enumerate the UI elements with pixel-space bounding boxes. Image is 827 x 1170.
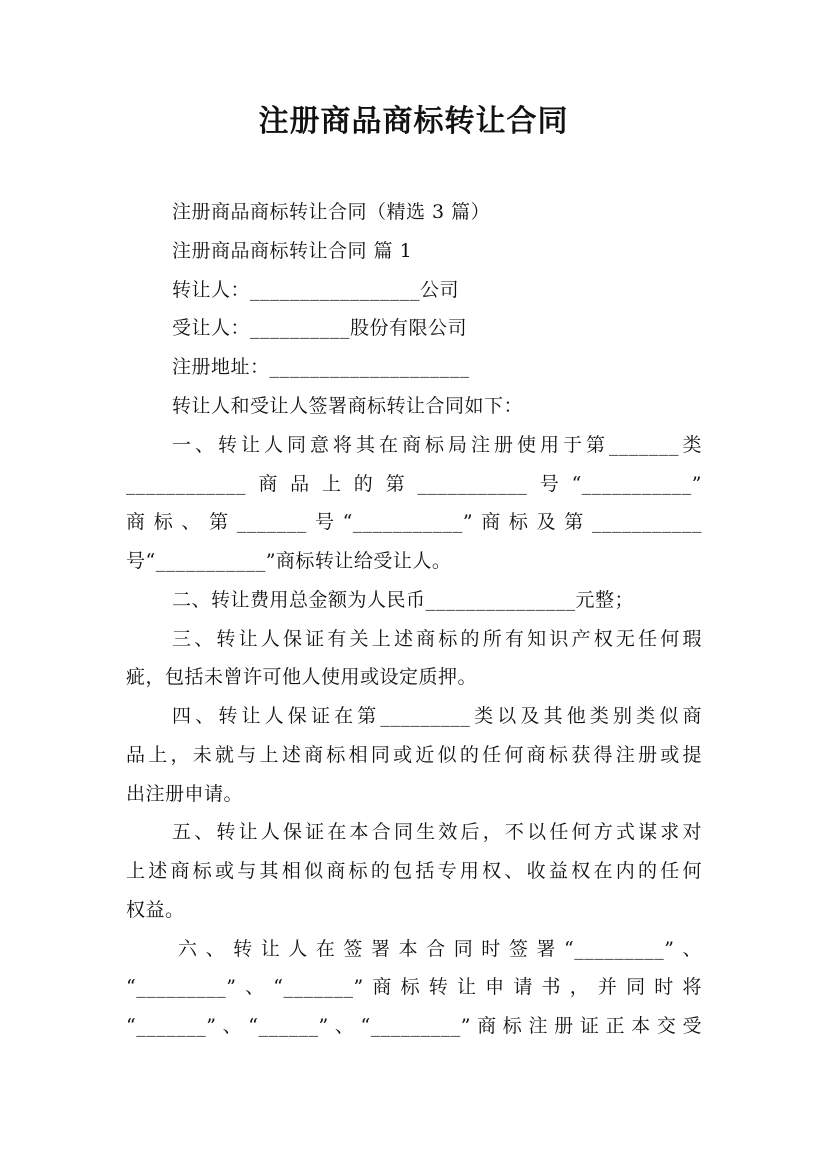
- document-title: 注册商品商标转让合同: [258, 104, 569, 139]
- clause-1-line-3: 商标、第_______号“___________”商标及第___________: [126, 511, 702, 533]
- registered-address-line: 注册地址：____________________: [172, 356, 470, 378]
- subtitle-line: 注册商品商标转让合同（精选 3 篇）: [172, 201, 491, 223]
- clause-5-line-1: 五、转让人保证在本合同生效后，不以任何方式谋求对: [172, 821, 702, 843]
- clause-2-line: 二、转让费用总金额为人民币_______________元整；: [172, 589, 635, 611]
- clause-4-line-1: 四、转让人保证在第_________类以及其他类别类似商: [172, 705, 702, 727]
- clause-6-line-2: “_________”、“_______”商标转让申请书，并同时将: [126, 976, 702, 998]
- clause-5-line-3: 权益。: [126, 899, 185, 921]
- clause-3-line-1: 三、转让人保证有关上述商标的所有知识产权无任何瑕: [172, 628, 702, 650]
- clause-4-line-2: 品上，未就与上述商标相同或近似的任何商标获得注册或提: [126, 744, 702, 766]
- clause-5-line-2: 上述商标或与其相似商标的包括专用权、收益权在内的任何: [126, 860, 702, 882]
- transferee-line: 受让人：__________股份有限公司: [172, 317, 468, 339]
- clause-1-line-2: ____________商品上的第___________号“___________”: [126, 473, 702, 495]
- clause-6-line-1: 六、转让人在签署本合同时签署“_________”、: [178, 938, 702, 960]
- intro-line: 转让人和受让人签署商标转让合同如下：: [172, 395, 524, 417]
- transferor-line: 转让人：_________________公司: [172, 279, 460, 301]
- section-heading: 注册商品商标转让合同 篇 1: [172, 240, 413, 262]
- clause-1-line-4: 号“___________”商标转让给受让人。: [126, 550, 452, 572]
- clause-3-line-2: 疵，包括未曾许可他人使用或设定质押。: [126, 666, 478, 688]
- clause-4-line-3: 出注册申请。: [126, 783, 244, 805]
- clause-6-line-3: “_______”、“______”、“_________”商标注册证正本交受: [126, 1015, 702, 1037]
- clause-1-line-1: 一、转让人同意将其在商标局注册使用于第_______类: [172, 434, 702, 456]
